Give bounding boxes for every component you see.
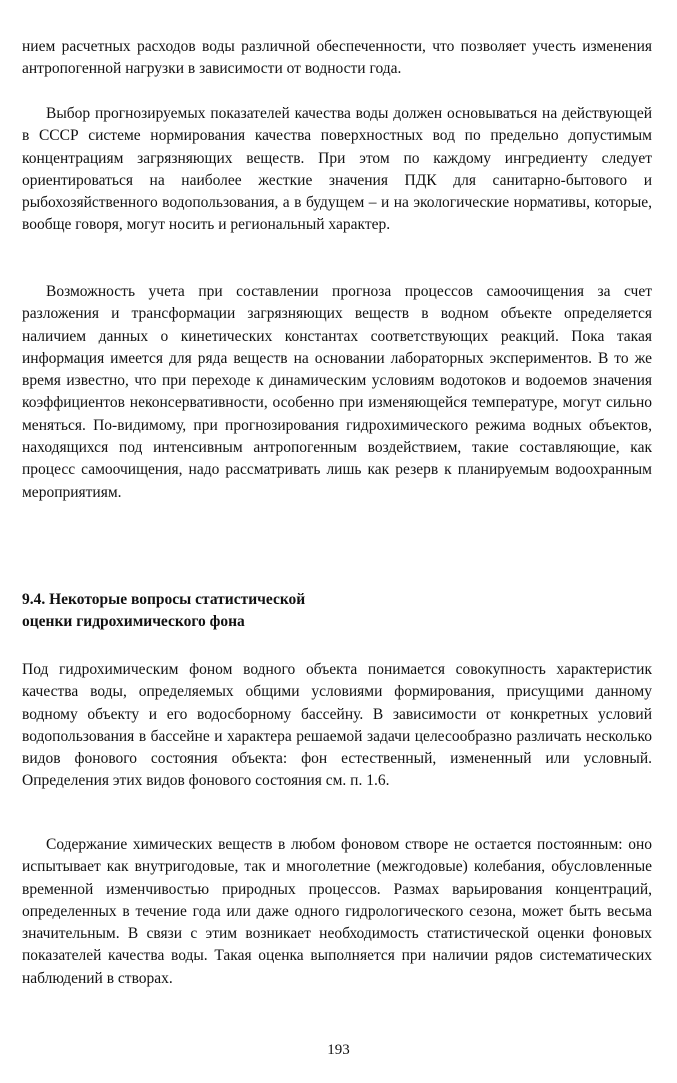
paragraph-statistical-assessment: Содержание химических веществ в любом фоновом створе не остается постоянным: оно испытывает как внутригодовые, так и многолетние (межгодовые) колебания, обусловленные временной изменчивостью природных процессов. Размах варьирования концентраций, определенных в течение года или даже одного гидрологического сезона, может быть весьма значительным. В связи с этим возникает необходимость статистической оценки фоновых показателей качества воды. Такая оценка выполняется при наличии рядов систематических наблюдений в створах. xyxy=(22,836,652,987)
paragraph-background-definition: Под гидрохимическим фоном водного объекта понимается совокупность характеристик качества воды, определяемых общими условиями формирования, присущими данному водному объекту и его водосборному бассейну. В зависимости от конкретных условий водопользования в бассейне и характера решаемой задачи целесообразно различать несколько видов фонового состояния объекта: фон естественный, измененный или условный. Определения этих видов фонового состояния см. п. 1.6. xyxy=(22,661,652,790)
paragraph-continuation: нием расчетных расходов воды различной обеспеченности, что позволяет учесть изменения антропогенной нагрузки в зависимости от водности года. xyxy=(22,38,652,78)
paragraph-water-quality-indicators: Выбор прогнозируемых показателей качества воды должен основываться на действующей в СССР системе нормирования качества поверхностных вод по предельно допустимым концентрациям загрязняющих веществ. При этом по каждому ингредиенту следует ориентироваться на наиболее жесткие значения ПДК для санитарно-бытового и рыбохозяйственного водопользования, а в будущем – и на экологические нормативы, которые, вообще говоря, могут носить и региональный характер. xyxy=(22,105,652,234)
paragraph-self-purification: Возможность учета при составлении прогноза процессов самоочищения за счет разложения и трансформации загрязняющих веществ в водном объекте определяется наличием данных о кинетических константах соответствующих реакций. Пока такая информация имеется для ряда веществ на основании лабораторных экспериментов. В то же время известно, что при переходе к динамическим условиям водотоков и водоемов значения коэффициентов неконсервативности, особенно при изменяющейся температуре, могут сильно меняться. По-видимому, при прогнозирования гидрохимического режима водных объектов, находящихся под интенсивным антропогенным воздействием, такие составляющие, как процесс самоочищения, надо рассматривать лишь как резерв к планируемым водоохранным мероприятиям. xyxy=(22,283,652,501)
section-heading-line1: 9.4. Некоторые вопросы статистической xyxy=(22,591,306,608)
section-heading xyxy=(22,589,652,633)
section-heading-line2: оценки гидрохимического фона xyxy=(22,613,245,630)
page-number: 193 xyxy=(327,1042,350,1058)
